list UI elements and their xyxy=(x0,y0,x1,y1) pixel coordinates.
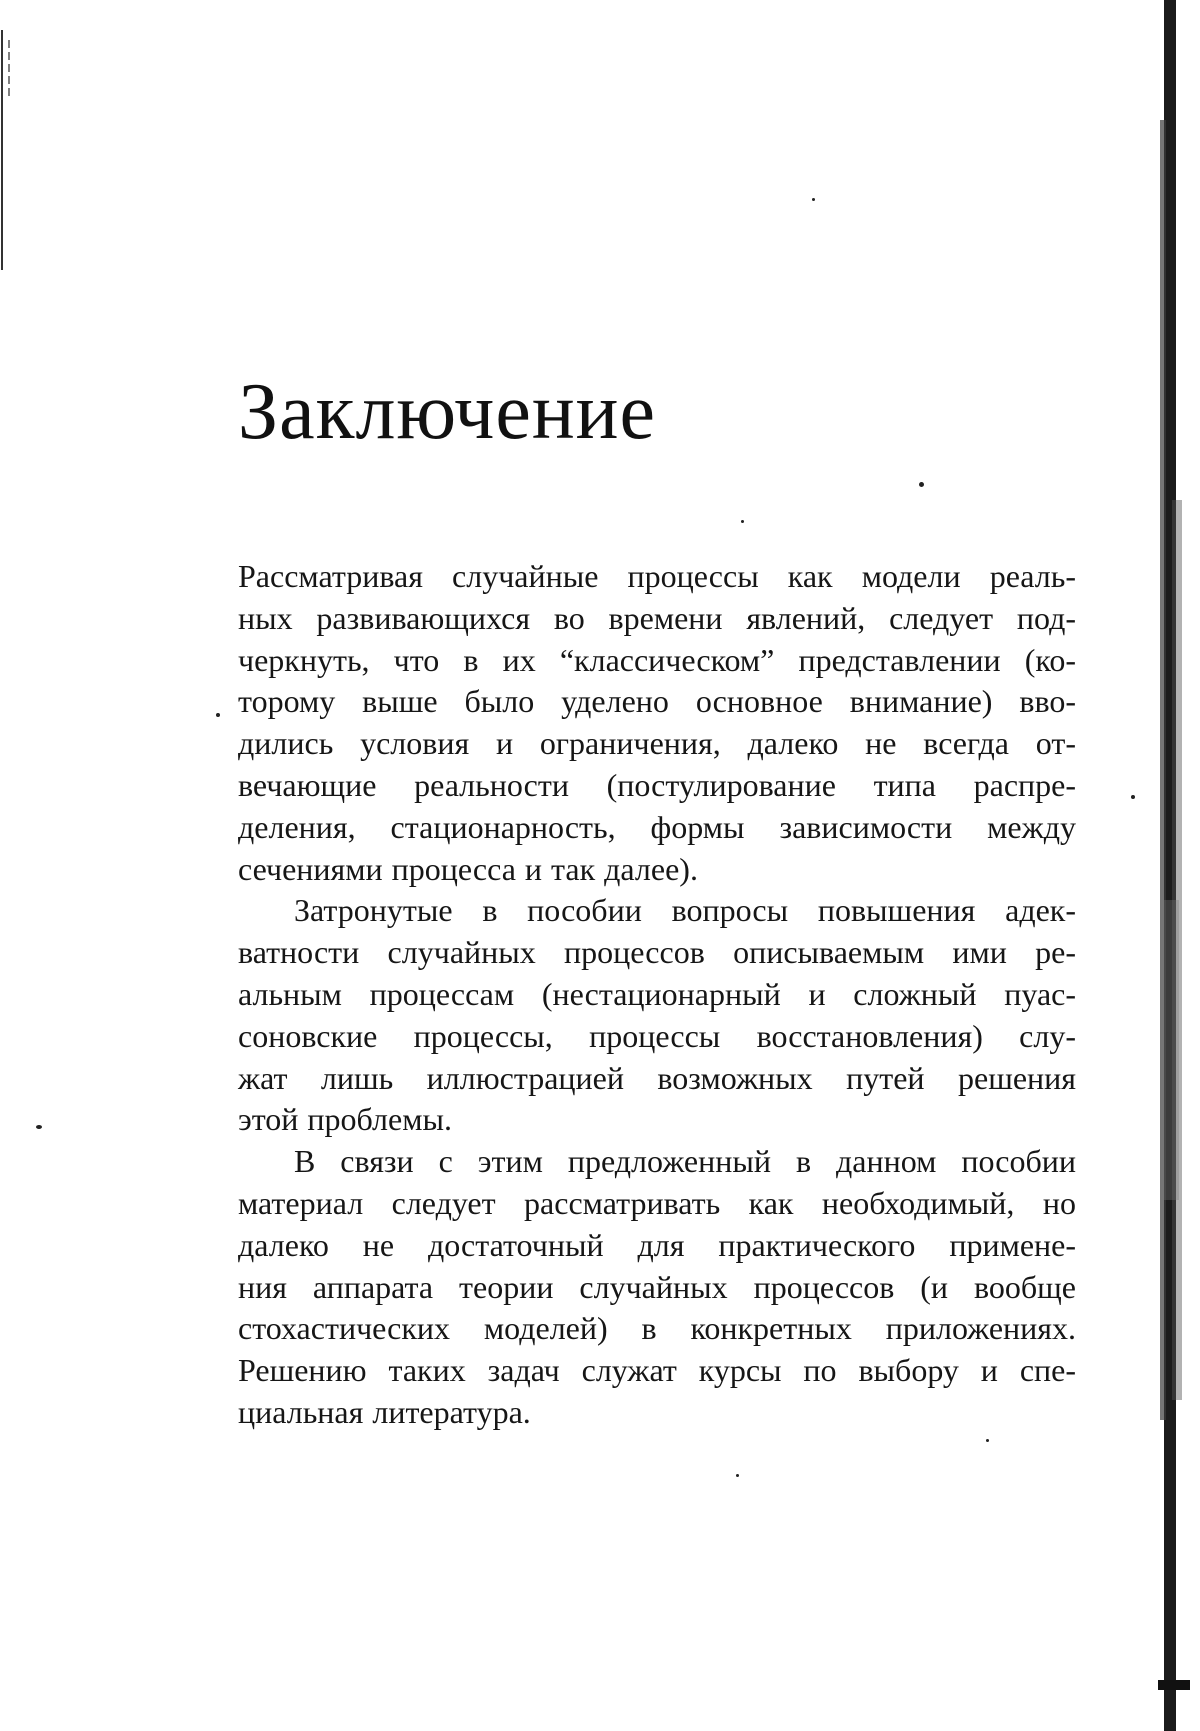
text-line: деления, стационарность, формы зависимости между xyxy=(238,808,1076,845)
scan-speck xyxy=(1131,795,1135,799)
text-line: В связи с этим предложенный в данном пособии xyxy=(294,1143,1076,1180)
text-line: материал следует рассматривать как необходимый, но xyxy=(238,1184,1076,1221)
chapter-title: Заключение xyxy=(238,368,656,456)
text-line: Затронутые в пособии вопросы повышения адек- xyxy=(294,892,1076,929)
scan-binding-edge-artifact xyxy=(1158,0,1190,1731)
scan-speck xyxy=(741,520,744,523)
text-line: этой проблемы. xyxy=(238,1101,452,1138)
text-line: циальная литература. xyxy=(238,1393,531,1430)
text-line: жат лишь иллюстрацией возможных путей решения xyxy=(238,1059,1076,1096)
text-line: торому выше было уделено основное внимание) вво- xyxy=(238,683,1076,720)
chapter-body xyxy=(238,556,1076,1434)
paragraph-2 xyxy=(238,890,1076,1141)
scan-left-edge-artifact xyxy=(0,30,12,270)
scan-speck xyxy=(812,198,815,201)
text-line: ных развивающихся во времени явлений, следует под- xyxy=(238,599,1076,636)
text-line: дились условия и ограничения, далеко не всегда от- xyxy=(238,725,1076,762)
text-line: далеко не достаточный для практического примене- xyxy=(238,1226,1076,1263)
text-line: соновские процессы, процессы восстановления) слу- xyxy=(238,1017,1076,1054)
text-line: стохастических моделей) в конкретных приложениях. xyxy=(238,1310,1076,1347)
text-line: вечающие реальности (постулирование типа распре- xyxy=(238,766,1076,803)
scan-speck xyxy=(919,482,924,487)
text-line: сечениями процесса и так далее). xyxy=(238,850,698,887)
text-line: Решению таких задач служат курсы по выбору и спе- xyxy=(238,1352,1076,1389)
text-line: ватности случайных процессов описываемым ими ре- xyxy=(238,934,1076,971)
text-line: ния аппарата теории случайных процессов (и вообще xyxy=(238,1268,1076,1305)
text-line: черкнуть, что в их “классическом” представлении (ко- xyxy=(238,641,1076,678)
paragraph-1 xyxy=(238,556,1076,890)
text-line: Рассматривая случайные процессы как модели реаль- xyxy=(238,558,1076,594)
scan-speck xyxy=(36,1125,42,1129)
text-line: альным процессам (нестационарный и сложный пуас- xyxy=(238,975,1076,1012)
scan-speck xyxy=(736,1474,739,1477)
paragraph-3 xyxy=(238,1141,1076,1434)
scan-speck xyxy=(216,713,220,717)
scan-speck xyxy=(986,1439,989,1442)
